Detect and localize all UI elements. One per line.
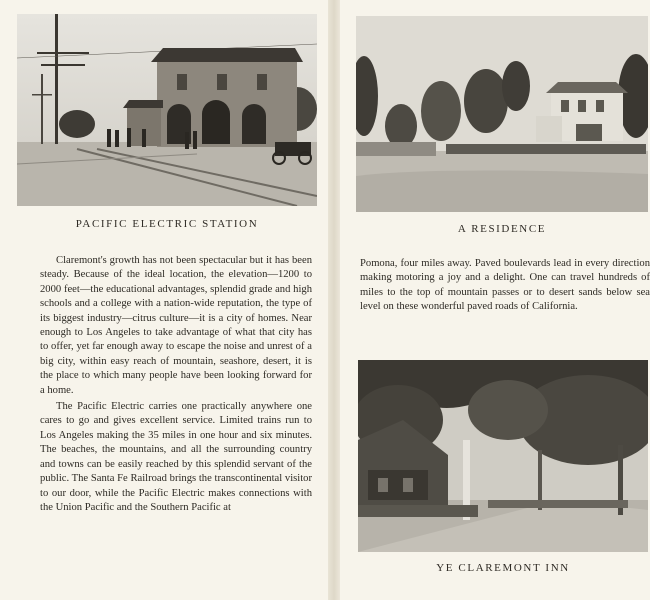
paragraph: Claremont's growth has not been spectacular but it has been steady. Because of the ideal location, the elevation—1200 to 2000 feet—the educational advantages, splendid grade and high schools and a college with a nation-wide reputation, the type of its biggest industry—citrus culture—it is a city of homes. Near enough to Los Angeles to take advantage of what that city has to offer, yet far enough away to escape the noise and unrest of a big city, within easy reach of mountain, seashore, desert, it is the place to which many people have been looking forward for a home. xyxy=(40,255,312,396)
residence-photo xyxy=(356,16,648,212)
pacific-electric-station-photo xyxy=(17,14,317,206)
right-body-text xyxy=(360,257,650,315)
page-gutter xyxy=(328,0,340,600)
paragraph: Pomona, four miles away. Paved boulevards lead in every direction making motoring a joy and a delight. One can travel hundreds of miles to the top of mountain passes or to desert sands below sea level on these wonderful paved roads of California. xyxy=(360,258,650,313)
left-body-text xyxy=(40,254,312,515)
ye-claremont-inn-photo xyxy=(358,360,648,552)
photo-caption: YE CLAREMONT INN xyxy=(436,562,570,574)
right-page xyxy=(340,0,650,600)
photo-caption: A RESIDENCE xyxy=(457,223,547,235)
paragraph: The Pacific Electric carries one practically anywhere one cares to go and gives excellent service. Limited trains run to Los Angeles making the 35 miles in one hour and six minutes. The beaches, the mountains, and all the surrounding country and towns can be easily reached by this splendid servant of the public. The Santa Fe Railroad brings the transcontinental visitor to our door, while the Pacific Electric makes connections with the Union Pacific and the Southern Pacific at xyxy=(40,401,312,513)
photo-caption: PACIFIC ELECTRIC STATION xyxy=(75,218,259,230)
